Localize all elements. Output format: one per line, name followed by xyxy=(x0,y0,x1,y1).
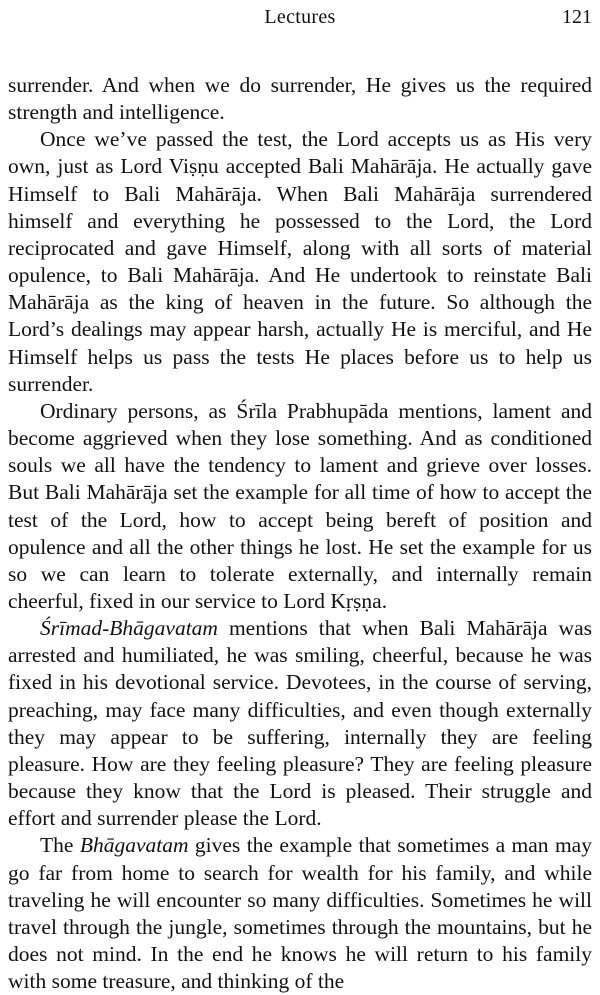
work-title-srimad-bhagavatam: Śrīmad-Bhāgavatam xyxy=(40,616,218,641)
running-head xyxy=(0,4,600,30)
paragraph-4-text: mentions that when Bali Mahārāja was arrested and humiliated, he was smiling, cheerful, because he was fixed in his devotional service. Devotees, in the course of serving, preaching, may face many difficulties, and even though externally they may appear to be suffering, internally they are feeling pleasure. How are they feeling pleasure? They are feeling pleasure because they know that the Lord is pleased. Their struggle and effort and surrender please the Lord. xyxy=(8,616,592,831)
paragraph-3: Ordinary persons, as Śrīla Prabhupāda mentions, lament and become aggrieved when they lose something. And as conditioned souls we all have the tendency to lament and grieve over losses. But Bali Mahārāja set the example for all time of how to accept the test of the Lord, how to accept being bereft of position and opulence and all the other things he lost. He set the example for us so we can learn to tolerate externally, and internally remain cheerful, fixed in our service to Lord Kṛṣṇa. xyxy=(8,398,592,613)
running-title: Lectures xyxy=(264,6,336,28)
paragraph-1: surrender. And when we do surrender, He gives us the required strength and intelligence. xyxy=(8,73,592,125)
work-title-bhagavatam: Bhāgavatam xyxy=(79,833,189,858)
body-text xyxy=(8,72,592,995)
paragraph-5-lead: The xyxy=(40,833,80,858)
paragraph-5 xyxy=(8,832,592,995)
paragraph-4 xyxy=(8,615,592,832)
paragraph-5-text: gives the example that sometimes a man may go far from home to search for wealth for his family, and while traveling he will encounter so many difficulties. Sometimes he will travel through the jungle, sometimes through the mountains, but he does not mind. In the end he knows he will return to his family with some treasure, and thinking of the xyxy=(8,833,592,994)
page-number: 121 xyxy=(562,6,592,28)
paragraph-2: Once we’ve passed the test, the Lord accepts us as His very own, just as Lord Viṣṇu accepted Bali Mahārāja. He actually gave Himself to Bali Mahārāja. When Bali Mahārāja surrendered himself and everything he possessed to the Lord, the Lord reciprocated and gave Himself, along with all sorts of material opulence, to Bali Mahārāja. And He undertook to reinstate Bali Mahārāja as the king of heaven in the future. So although the Lord’s dealings may appear harsh, actually He is merciful, and He Himself helps us pass the tests He places before us to help us surrender. xyxy=(8,127,592,396)
